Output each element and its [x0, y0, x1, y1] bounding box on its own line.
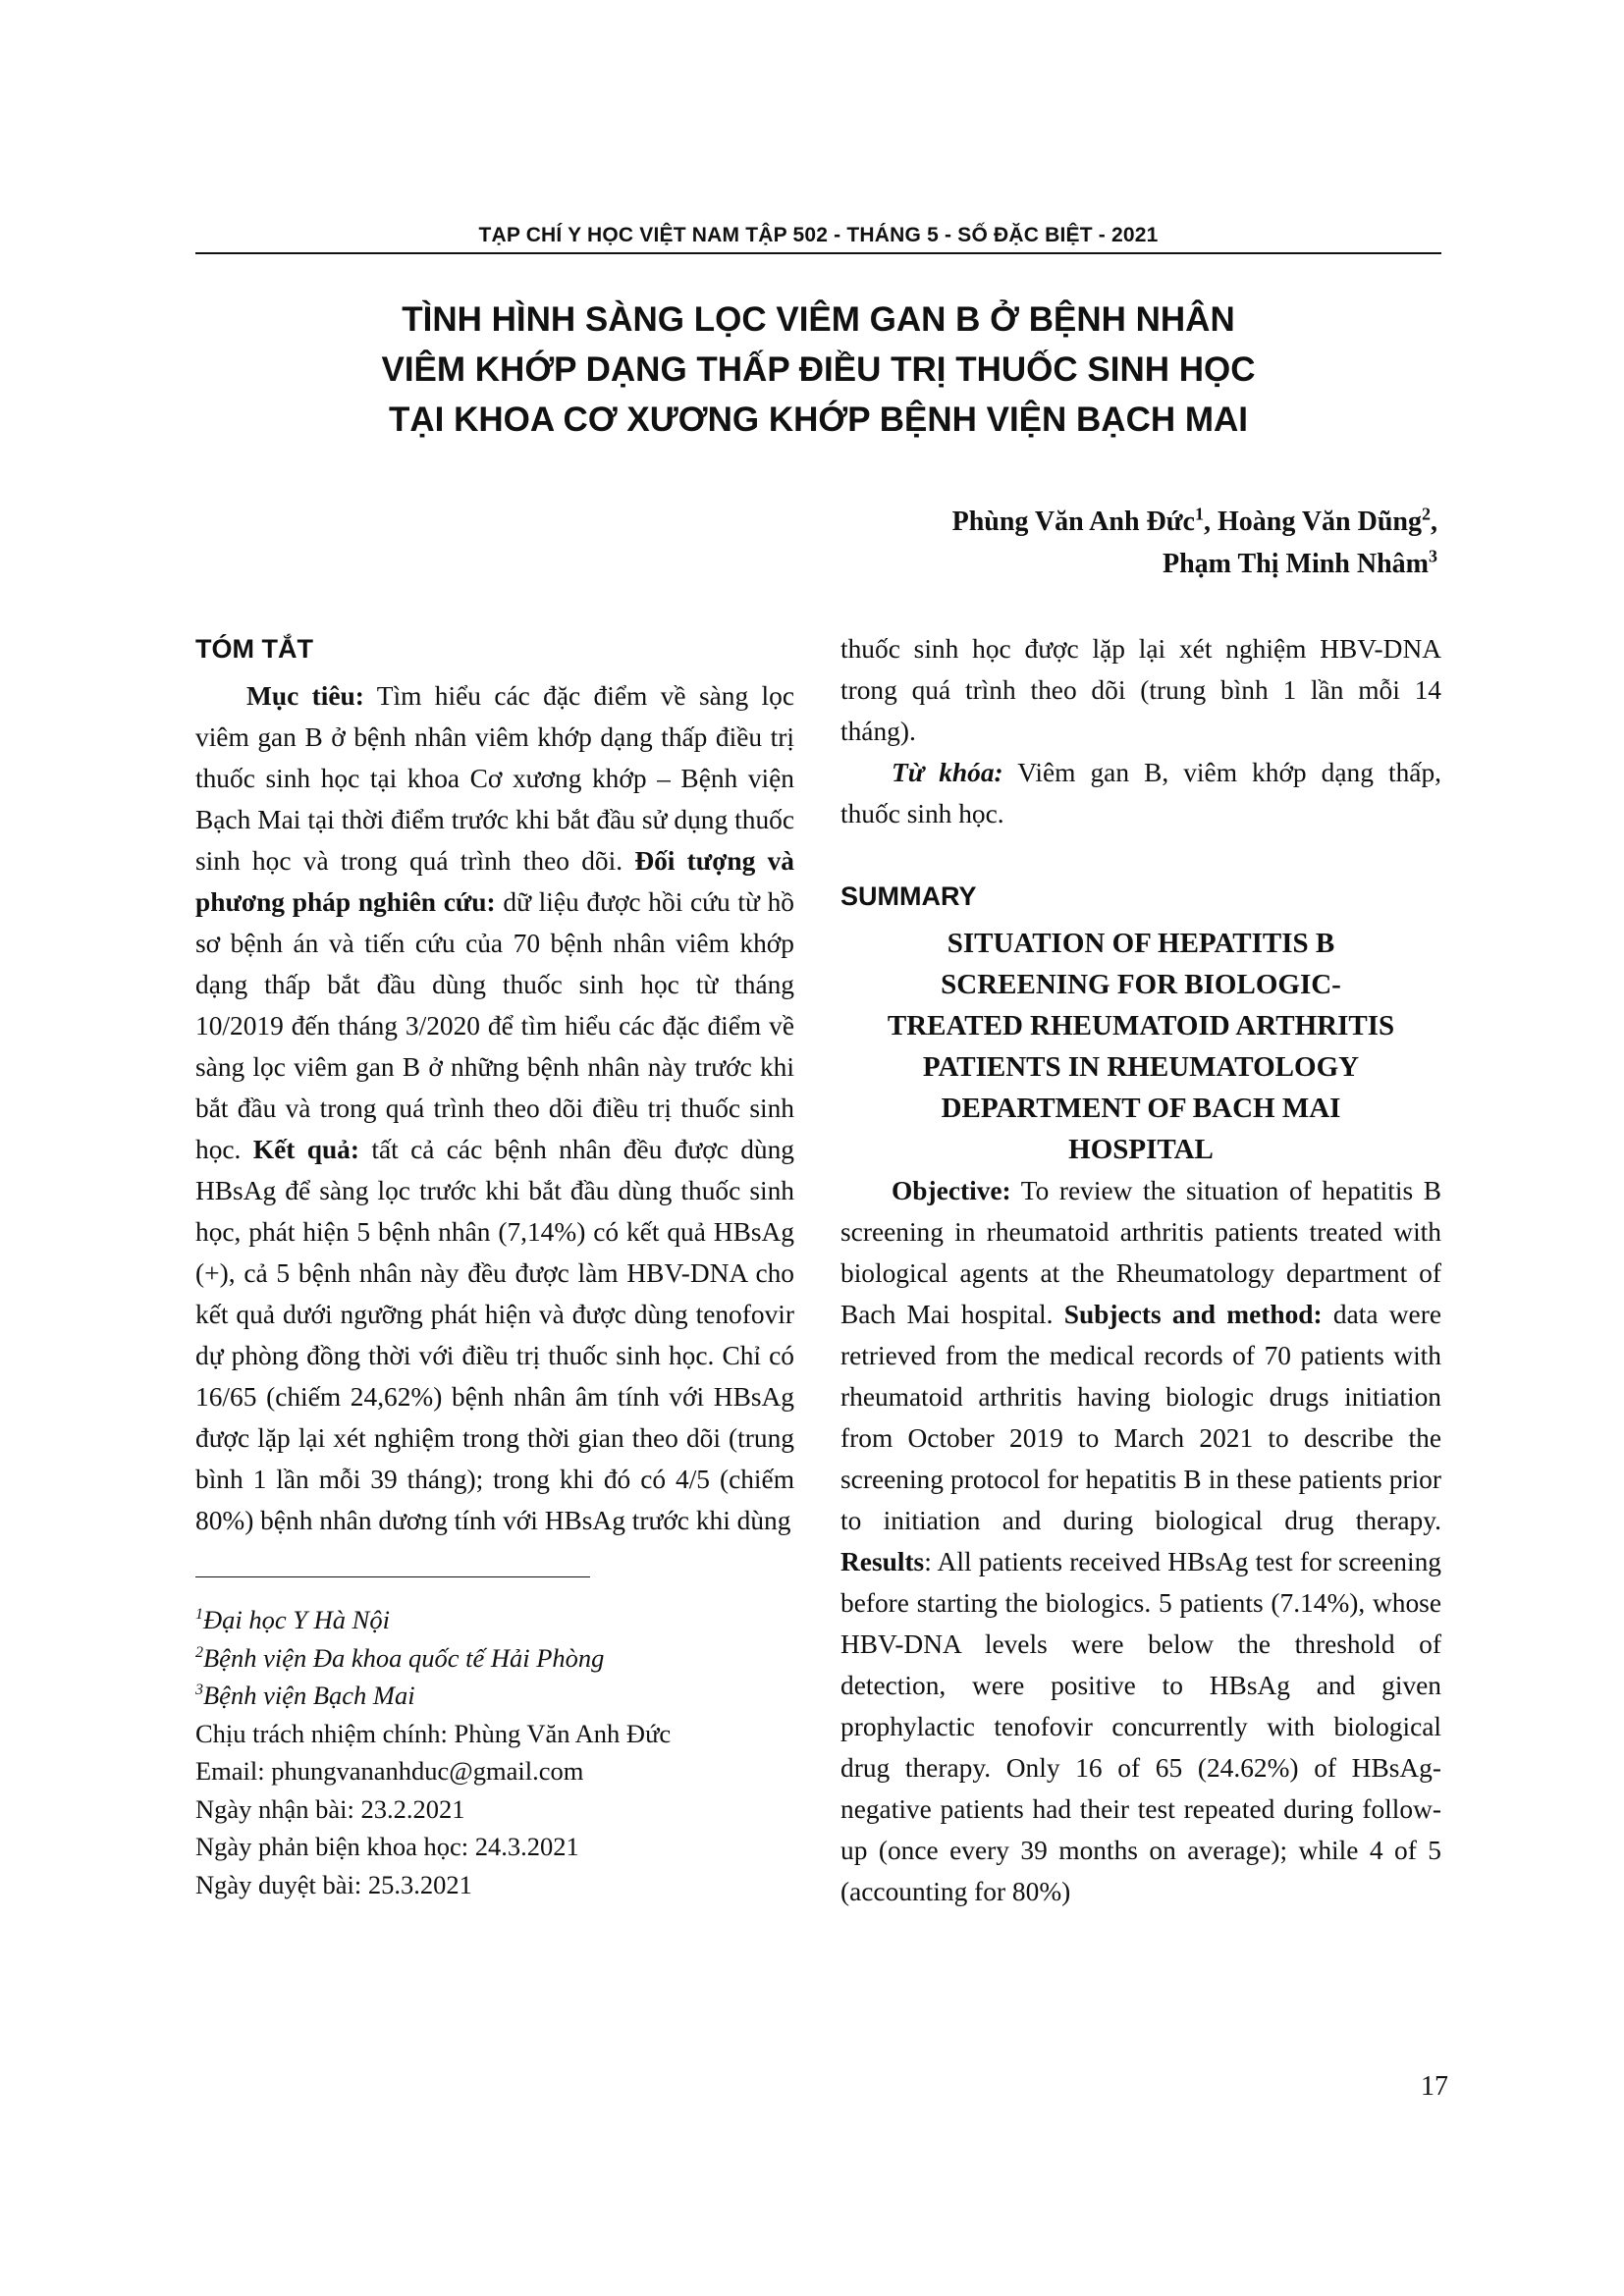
objective-label: Mục tiêu: — [246, 681, 364, 711]
english-title-line: TREATED RHEUMATOID ARTHRITIS — [887, 1010, 1395, 1041]
results-text: tất cả các bệnh nhân đều được dùng HBsAg để sàng lọc trước khi bắt đầu dùng thuốc sinh học, phát hiện 5 bệnh nhân (7,14%) có kết quả HBsAg (+), cả 5 bệnh nhân này đều được làm HBV-DNA cho kết quả dưới ngưỡng phát hiện và được dùng tenofovir dự phòng đồng thời với điều trị thuốc sinh học. Chỉ có 16/65 (chiếm 24,62%) bệnh nhân âm tính với HBsAg được lặp lại xét nghiệm trong thời gian theo dõi (trung bình 1 lần mỗi 39 tháng); trong khi đó có 4/5 (chiếm 80%) bệnh nhân dương tính với HBsAg trước khi dùng — [195, 1135, 795, 1535]
affiliation-text: Đại học Y Hà Nội — [203, 1605, 390, 1634]
right-column — [840, 628, 1441, 1912]
methods-label: Đối tượng và phương pháp nghiên cứu: — [195, 846, 794, 917]
footnote-accepted-date: Ngày duyệt bài: 25.3.2021 — [195, 1869, 472, 1899]
affiliation-mark: 3 — [1429, 546, 1437, 566]
summary-heading: SUMMARY — [840, 881, 977, 911]
results-text: : All patients received HBsAg test for screening before starting the biologics. 5 patients (7.14%), whose HBV-DNA levels were below the threshold of detection, were positive to HBsAg and given prophylactic tenofovir concurrently with biological drug therapy. Only 16 of 65 (24.62%) of HBsAg-negative patients had their test repeated during follow-up (once every 39 months on average); while 4 of 5 (accounting for 80%) — [840, 1547, 1441, 1906]
page-number: 17 — [1421, 2071, 1448, 2102]
footnote-affiliation — [195, 1639, 794, 1678]
footnote-responsible: Chịu trách nhiệm chính: Phùng Văn Anh Đức — [195, 1718, 672, 1748]
methods-label: Subjects and method: — [1063, 1300, 1323, 1329]
author-separator: , — [1431, 507, 1437, 537]
title-line: TÌNH HÌNH SÀNG LỌC VIÊM GAN B Ở BỆNH NHÂN — [402, 300, 1235, 339]
author-line — [952, 501, 1437, 543]
footnote-mark: 3 — [195, 1682, 203, 1699]
english-title — [840, 923, 1441, 1170]
objective-text: To review the situation of hepatitis B screening in rheumatoid arthritis patients treated with biological agents at the Rheumatology department of Bach Mai hospital. — [840, 1176, 1441, 1329]
title-line: TẠI KHOA CƠ XƯƠNG KHỚP BỆNH VIỆN BẠCH MAI — [388, 400, 1249, 439]
footnote-affiliation — [195, 1677, 794, 1715]
english-title-line: SCREENING FOR BIOLOGIC- — [941, 969, 1341, 1000]
footnote-affiliation — [195, 1601, 794, 1639]
abstract-continuation: thuốc sinh học được lặp lại xét nghiệm HBV-DNA trong quá trình theo dõi (trung bình 1 lần mỗi 14 tháng). — [840, 634, 1441, 746]
results-label: Kết quả: — [252, 1135, 359, 1164]
abstract-heading: TÓM TẮT — [195, 634, 313, 664]
methods-text: data were retrieved from the medical records of 70 patients with rheumatoid arthritis having biologic drugs initiation from October 2019 to March 2021 to describe the screening protocol for hepatitis B in these patients prior to initiation and during biological drug therapy. — [840, 1300, 1441, 1535]
footnote-email: Email: phungvananhduc@gmail.com — [195, 1756, 584, 1786]
footnote-rule — [195, 1576, 590, 1577]
methods-text: dữ liệu được hồi cứu từ hồ sơ bệnh án và tiến cứu của 70 bệnh nhân viêm khớp dạng thấp bắt đầu dùng thuốc sinh học từ tháng 10/2019 đến tháng 3/2020 để tìm hiểu các đặc điểm về sàng lọc viêm gan B ở những bệnh nhân này trước khi bắt đầu và trong quá trình theo dõi điều trị thuốc sinh học. — [195, 887, 794, 1164]
footnote-mark: 1 — [195, 1606, 203, 1624]
footnote-received-date: Ngày nhận bài: 23.2.2021 — [195, 1793, 465, 1824]
footnote-review-date: Ngày phản biện khoa học: 24.3.2021 — [195, 1832, 579, 1861]
english-title-line: DEPARTMENT OF BACH MAI — [941, 1093, 1341, 1124]
summary-paragraph — [840, 1170, 1441, 1912]
english-title-line: HOSPITAL — [1068, 1134, 1214, 1165]
keywords-label: Từ khóa: — [892, 758, 1003, 787]
header-rule — [195, 252, 1441, 254]
english-title-line: SITUATION OF HEPATITIS B — [947, 928, 1335, 959]
author-separator: , — [1203, 507, 1218, 537]
left-column — [195, 628, 794, 1903]
keywords-paragraph — [840, 752, 1441, 834]
affiliation-text: Bệnh viện Bạch Mai — [203, 1681, 415, 1710]
results-label: Results — [840, 1547, 925, 1576]
objective-label: Objective: — [892, 1176, 1011, 1205]
author-list — [952, 501, 1437, 585]
article-title — [196, 294, 1440, 445]
abstract-paragraph — [195, 675, 794, 1541]
affiliation-text: Bệnh viện Đa khoa quốc tế Hải Phòng — [203, 1642, 605, 1673]
english-title-line: PATIENTS IN RHEUMATOLOGY — [922, 1051, 1360, 1083]
author-name: Phùng Văn Anh Đức — [951, 507, 1195, 537]
author-line — [952, 543, 1437, 585]
affiliation-mark: 1 — [1194, 504, 1204, 524]
author-name: Phạm Thị Minh Nhâm — [1163, 549, 1429, 579]
affiliation-mark: 2 — [1422, 504, 1431, 524]
footnote-mark: 2 — [195, 1643, 203, 1661]
objective-text: Tìm hiểu các đặc điểm về sàng lọc viêm gan B ở bệnh nhân viêm khớp dạng thấp điều trị thuốc sinh học tại khoa Cơ xương khớp – Bệnh viện Bạch Mai tại thời điểm trước khi bắt đầu sử dụng thuốc sinh học và trong quá trình theo dõi. — [195, 681, 794, 876]
title-line: VIÊM KHỚP DẠNG THẤP ĐIỀU TRỊ THUỐC SINH HỌC — [381, 350, 1256, 389]
keywords-text: Viêm gan B, viêm khớp dạng thấp, thuốc sinh học. — [840, 758, 1441, 828]
author-name: Hoàng Văn Dũng — [1217, 507, 1422, 537]
running-header: TẠP CHÍ Y HỌC VIỆT NAM TẬP 502 - THÁNG 5 - SỐ ĐẶC BIỆT - 2021 — [478, 224, 1159, 246]
